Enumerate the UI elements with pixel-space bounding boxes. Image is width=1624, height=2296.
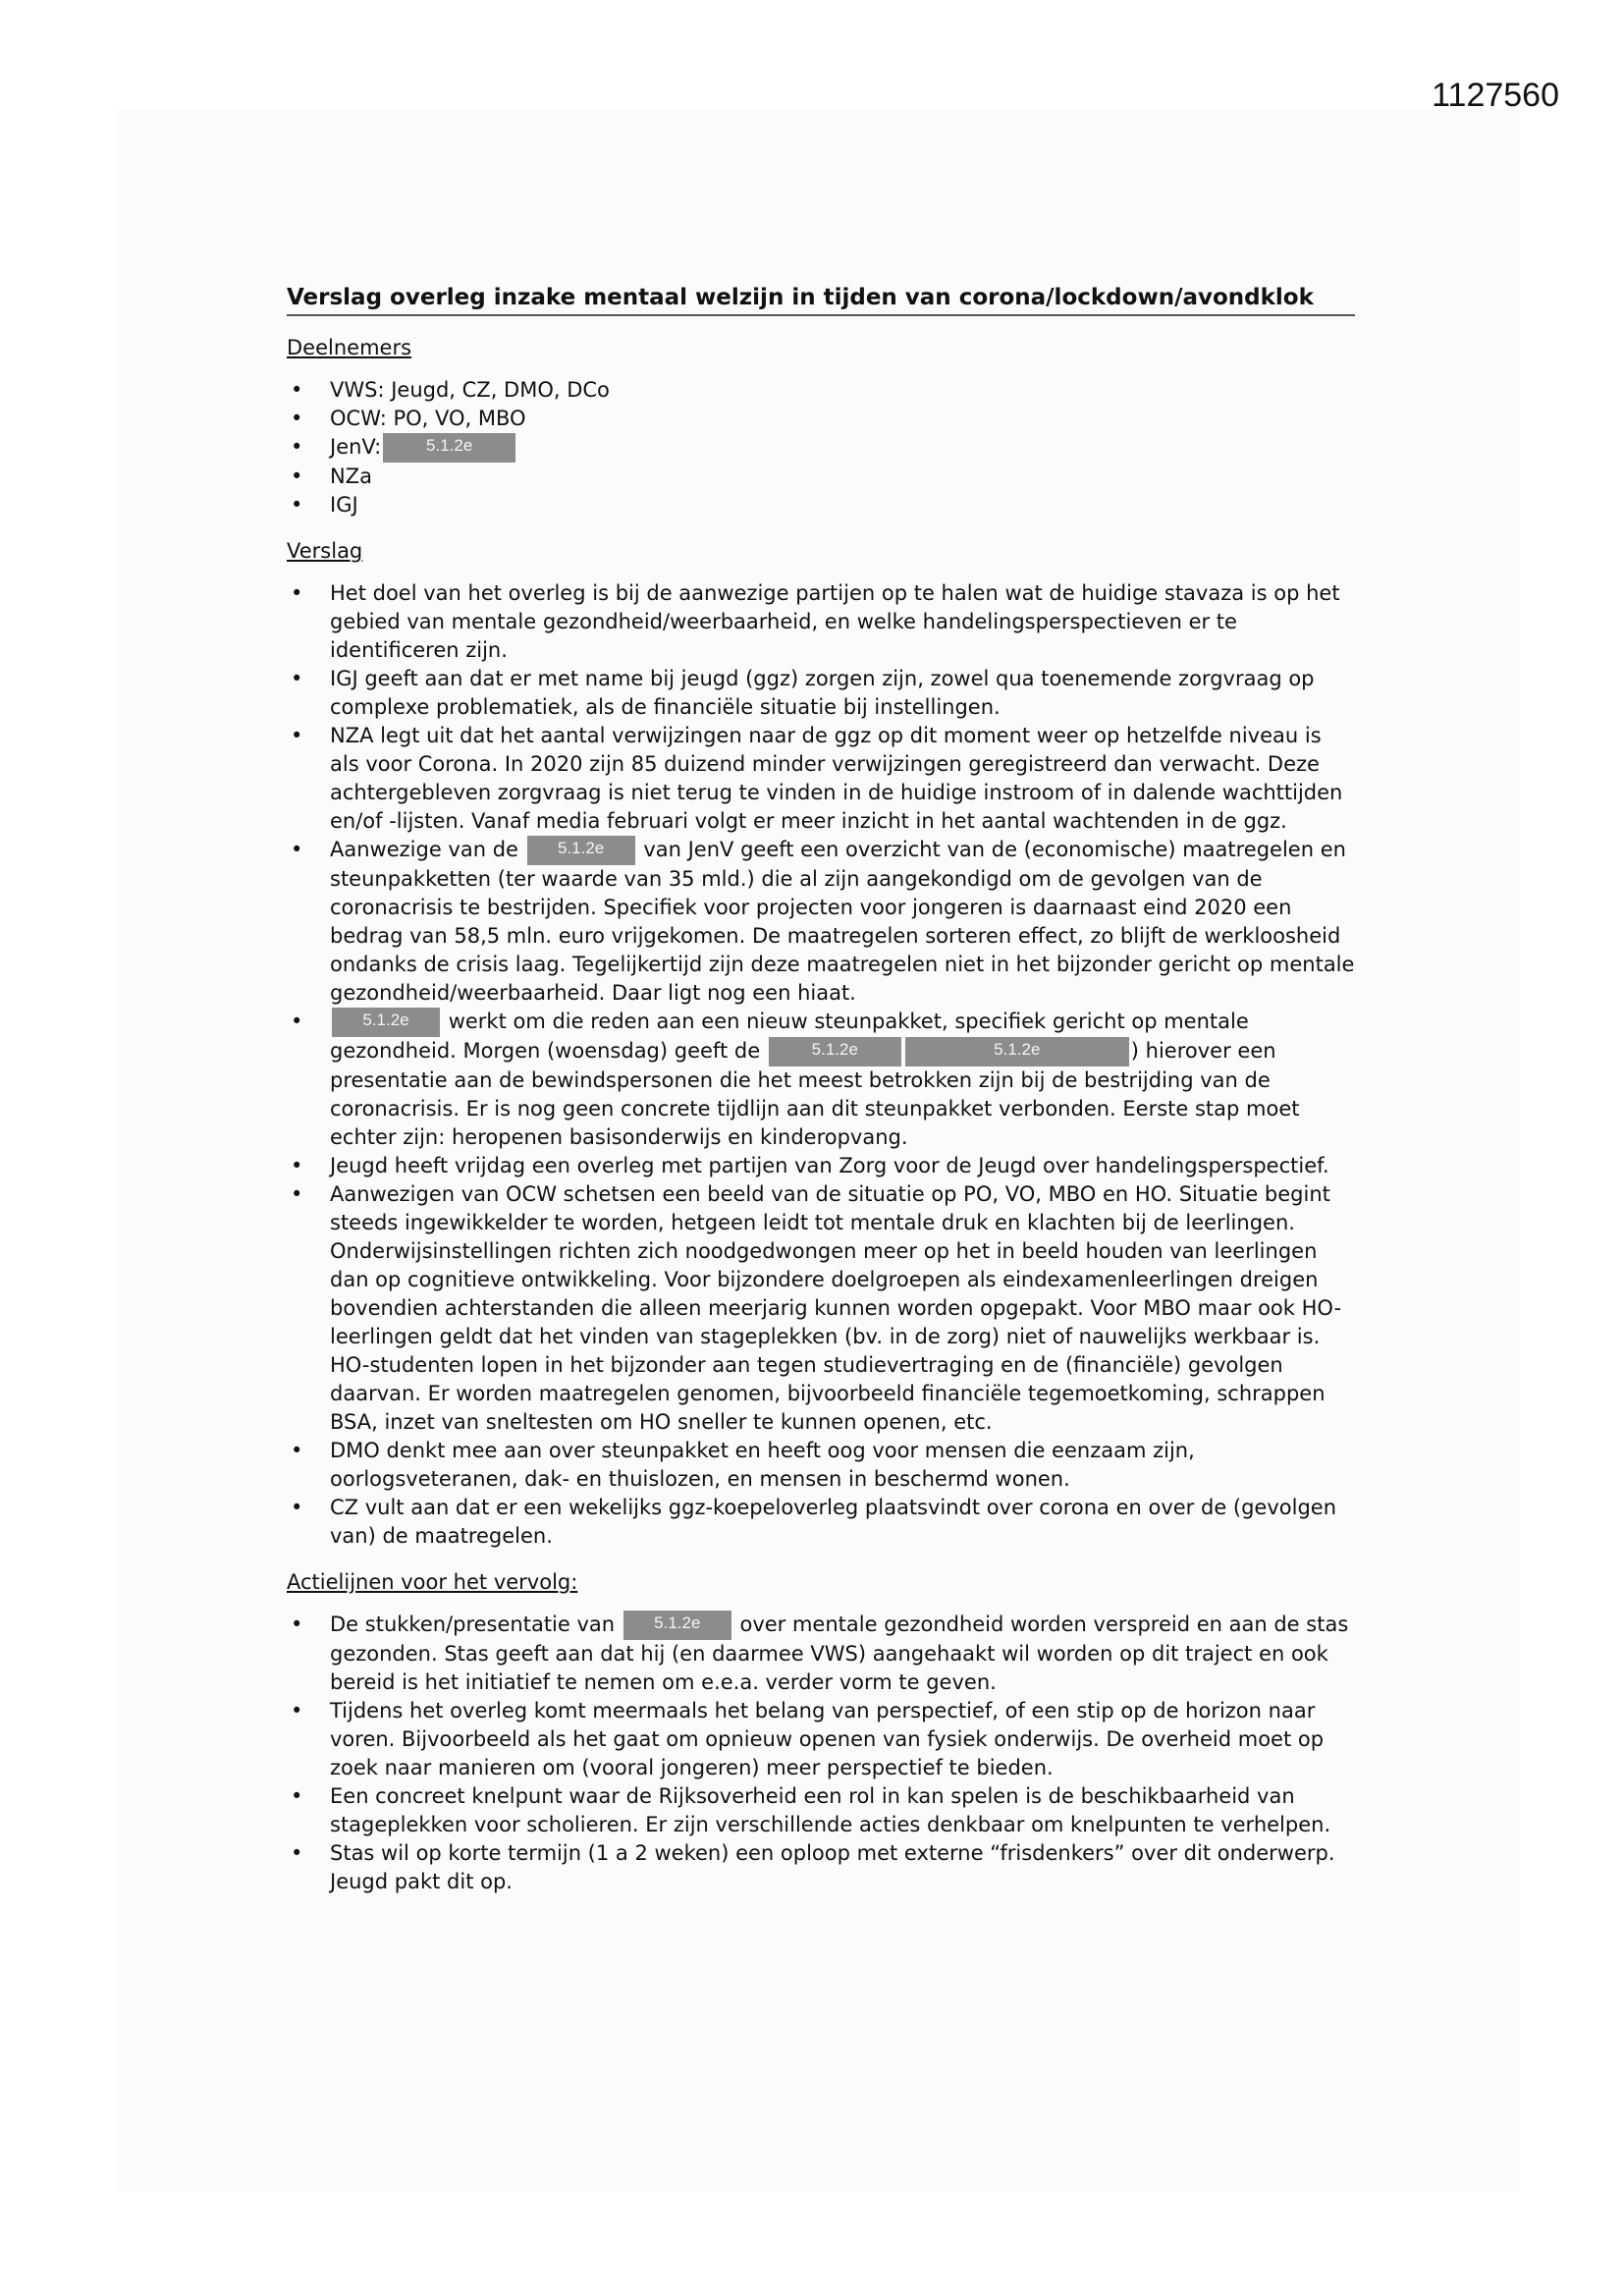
report-item: • Het doel van het overleg is bij de aanwezige partijen op te halen wat de huidige stavaza is op het gebied van mentale gezondheid/weerbaarheid, en welke handelingsperspectieven er te identificeren zijn. <box>287 579 1355 665</box>
action-item: • Tijdens het overleg komt meermaals het belang van perspectief, of een stip op de horizon naar voren. Bijvoorbeeld als het gaat om opnieuw openen van fysiek onderwijs. De overheid moet op zoek naar manieren om (vooral jongeren) meer perspectief te bieden. <box>287 1697 1355 1782</box>
report-item: • DMO denkt mee aan over steunpakket en heeft oog voor mensen die eenzaam zijn, oorlogsveteranen, dak- en thuislozen, en mensen in beschermd wonen. <box>287 1437 1355 1494</box>
participants-list <box>287 376 1355 519</box>
report-list <box>287 579 1355 1551</box>
redaction-box: 5.1.2e <box>383 433 515 463</box>
section-deelnemers-heading: Deelnemers <box>287 336 412 359</box>
action-item: • Stas wil op korte termijn (1 a 2 weken) een oploop met externe “frisdenkers” over dit onderwerp. Jeugd pakt dit op. <box>287 1839 1355 1896</box>
report-title: Verslag overleg inzake mentaal welzijn in tijden van corona/lockdown/avondklok <box>287 283 1355 316</box>
report-item: • Aanwezigen van OCW schetsen een beeld van de situatie op PO, VO, MBO en HO. Situatie begint steeds ingewikkelder te worden, hetgeen leidt tot mentale druk en klachten bij de leerlingen. Onderwijsinstellingen richten zich noodgedwongen meer op het in beeld houden van leerlingen dan op cognitieve ontwikkeling. Voor bijzondere doelgroepen als eindexamenleerlingen dreigen bovendien achterstanden die alleen meerjarig kunnen worden opgepakt. Voor MBO maar ook HO-leerlingen geldt dat het vinden van stageplekken (bv. in de zorg) niet of nauwelijks werkbaar is. HO-studenten lopen in het bijzonder aan tegen studievertraging en de (financiële) gevolgen daarvan. Er worden maatregelen genomen, bijvoorbeeld financiële tegemoetkoming, schrappen BSA, inzet van sneltesten om HO sneller te kunnen openen, etc. <box>287 1180 1355 1437</box>
participant-item: • OCW: PO, VO, MBO <box>287 405 1355 433</box>
document-id: 1127560 <box>1432 77 1559 114</box>
redaction-box: 5.1.2e <box>905 1037 1129 1066</box>
action-item: • Een concreet knelpunt waar de Rijksoverheid een rol in kan spelen is de beschikbaarheid van stageplekken voor scholieren. Er zijn verschillende acties denkbaar om knelpunten te verhelpen. <box>287 1782 1355 1839</box>
participant-item: • VWS: Jeugd, CZ, DMO, DCo <box>287 376 1355 405</box>
report-item: • CZ vult aan dat er een wekelijks ggz-koepeloverleg plaatsvindt over corona en over de (gevolgen van) de maatregelen. <box>287 1494 1355 1551</box>
redaction-box: 5.1.2e <box>769 1037 901 1066</box>
report-item: • NZA legt uit dat het aantal verwijzingen naar de ggz op dit moment weer op hetzelfde niveau is als voor Corona. In 2020 zijn 85 duizend minder verwijzingen geregistreerd dan verwacht. Deze achtergebleven zorgvraag is niet terug te vinden in de huidige instroom of in dalende wachttijden en/of -lijsten. Vanaf media februari volgt er meer inzicht in het aantal wachtenden in de ggz. <box>287 722 1355 836</box>
section-verslag-heading: Verslag <box>287 539 363 563</box>
report-item: • IGJ geeft aan dat er met name bij jeugd (ggz) zorgen zijn, zowel qua toenemende zorgvraag op complexe problematiek, als de financiële situatie bij instellingen. <box>287 665 1355 722</box>
report-item: • Aanwezige van de 5.1.2e van JenV geeft een overzicht van de (economische) maatregelen en steunpakketten (ter waarde van 35 mld.) die al zijn aangekondigd om de gevolgen van de coronacrisis te bestrijden. Specifiek voor projecten voor jongeren is daarnaast eind 2020 een bedrag van 58,5 mln. euro vrijgekomen. De maatregelen sorteren effect, zo blijft de werkloosheid ondanks de crisis laag. Tegelijkertijd zijn deze maatregelen niet in het bijzonder gericht op mentale gezondheid/weerbaarheid. Daar ligt nog een hiaat. <box>287 836 1355 1008</box>
report-item: • Jeugd heeft vrijdag een overleg met partijen van Zorg voor de Jeugd over handelingsperspectief. <box>287 1152 1355 1180</box>
participant-item: • NZa <box>287 463 1355 491</box>
participant-item: • IGJ <box>287 491 1355 519</box>
action-item: • De stukken/presentatie van 5.1.2e over mentale gezondheid worden verspreid en aan de stas gezonden. Stas geeft aan dat hij (en daarmee VWS) aangehaakt wil worden op dit traject en ook bereid is het initiatief te nemen om e.e.a. verder vorm te geven. <box>287 1611 1355 1697</box>
redaction-box: 5.1.2e <box>332 1008 440 1037</box>
report-content <box>287 283 1355 1914</box>
redaction-box: 5.1.2e <box>527 836 635 865</box>
report-item: • 5.1.2e werkt om die reden aan een nieuw steunpakket, specifiek gericht op mentale gezondheid. Morgen (woensdag) geeft de 5.1.2e 5.1.2e ) hierover een presentatie aan de bewindspersonen die het meest betrokken zijn bij de bestrijding van de coronacrisis. Er is nog geen concrete tijdlijn aan dit steunpakket verbonden. Eerste stap moet echter zijn: heropenen basisonderwijs en kinderopvang. <box>287 1008 1355 1152</box>
action-list <box>287 1611 1355 1896</box>
redaction-box: 5.1.2e <box>623 1611 731 1640</box>
section-actielijnen-heading: Actielijnen voor het vervolg: <box>287 1570 578 1594</box>
participant-item: • JenV: 5.1.2e <box>287 433 1355 463</box>
